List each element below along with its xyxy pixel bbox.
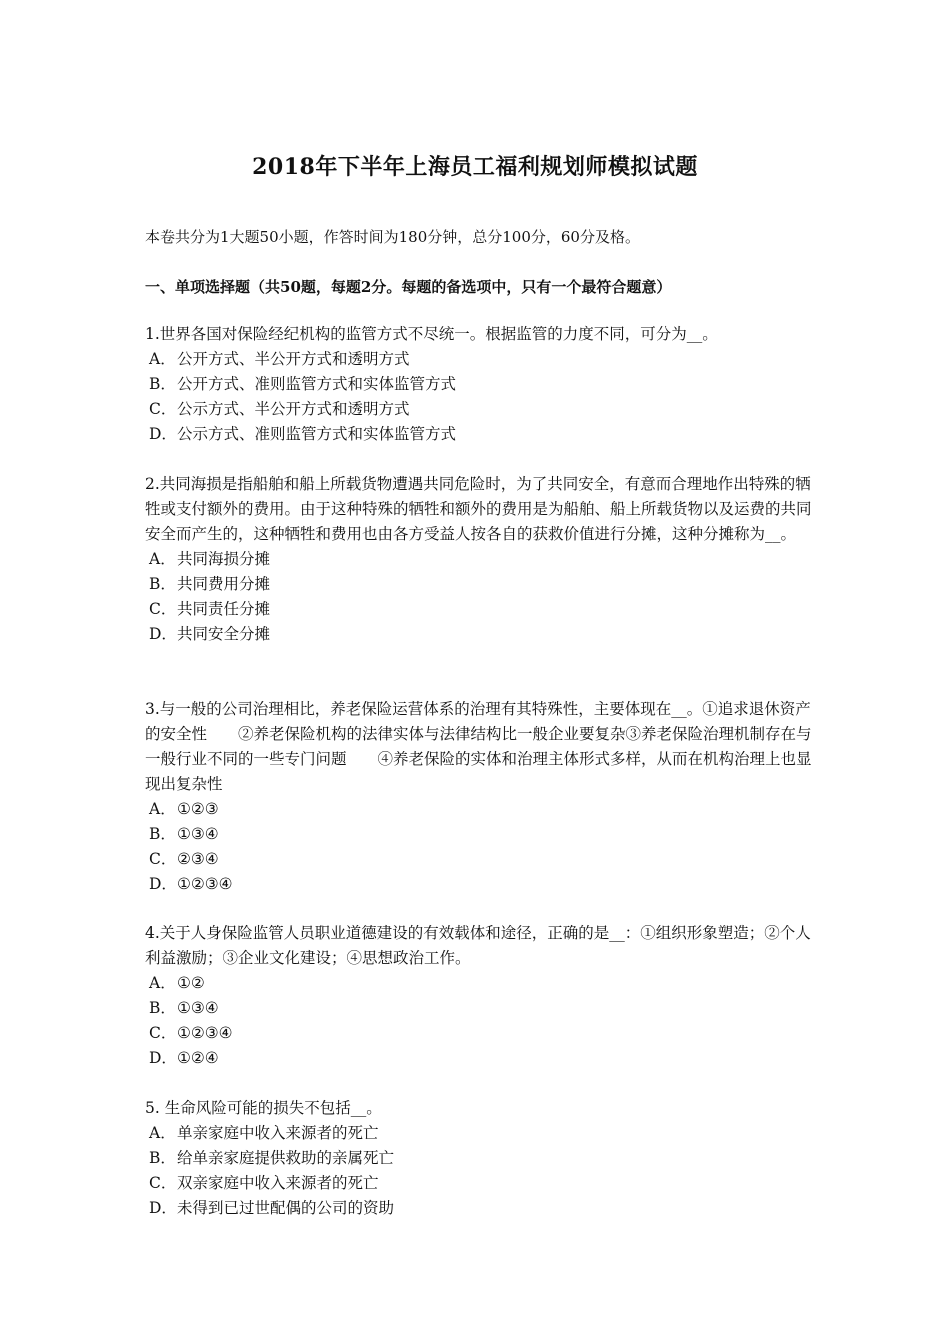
option-letter: D．	[149, 625, 177, 643]
option-text: ①②④	[177, 1049, 219, 1067]
question-text: 4.关于人身保险监管人员职业道德建设的有效载体和途径，正确的是__：①组织形象塑造；②个人利益激励；③企业文化建设；④思想政治工作。	[145, 924, 811, 967]
option-text: 双亲家庭中收入来源者的死亡	[177, 1174, 379, 1192]
option-letter: D．	[149, 1049, 177, 1067]
section-heading: 一、单项选择题（共50题，每题2分。每题的备选项中，只有一个最符合题意）	[145, 278, 672, 296]
option-text: ②③④	[177, 850, 219, 868]
option-text: 未得到已过世配偶的公司的资助	[177, 1199, 395, 1217]
option-letter: B．	[149, 999, 176, 1017]
option-letter: B．	[149, 575, 176, 593]
option-b	[145, 1146, 821, 1171]
option-text: 单亲家庭中收入来源者的死亡	[177, 1124, 379, 1142]
option-d	[145, 872, 821, 897]
option-text: ①③④	[177, 825, 219, 843]
option-letter: A．	[149, 550, 176, 568]
option-text: ①②	[177, 974, 205, 992]
option-text: ①②③④	[177, 1024, 233, 1042]
option-text: 公开方式、半公开方式和透明方式	[177, 350, 410, 368]
option-d	[145, 1196, 821, 1221]
option-a	[145, 547, 821, 572]
option-d	[145, 622, 821, 647]
option-d	[145, 1046, 821, 1071]
option-text: 共同费用分摊	[177, 575, 271, 593]
option-text: ①②③④	[177, 875, 233, 893]
option-a	[145, 347, 821, 372]
option-letter: D．	[149, 425, 177, 443]
option-letter: B．	[149, 375, 176, 393]
option-text: 公示方式、半公开方式和透明方式	[177, 400, 410, 418]
question-text: 1.世界各国对保险经纪机构的监管方式不尽统一。根据监管的力度不同，可分为__。	[145, 325, 718, 343]
option-a	[145, 1121, 821, 1146]
option-letter: C．	[149, 400, 177, 418]
option-d	[145, 422, 821, 447]
option-letter: C．	[149, 600, 177, 618]
question-1	[145, 322, 821, 447]
option-letter: B．	[149, 1149, 176, 1167]
option-text: ①③④	[177, 999, 219, 1017]
option-letter: A．	[149, 1124, 176, 1142]
option-letter: B．	[149, 825, 176, 843]
option-text: 共同海损分摊	[177, 550, 271, 568]
page-title: 2018年下半年上海员工福利规划师模拟试题	[252, 154, 698, 180]
option-c	[145, 1021, 821, 1046]
option-c	[145, 597, 821, 622]
option-c	[145, 397, 821, 422]
option-letter: A．	[149, 350, 176, 368]
option-b	[145, 822, 821, 847]
exam-intro: 本卷共分为1大题50小题，作答时间为180分钟，总分100分，60分及格。	[145, 228, 640, 246]
option-text: 共同安全分摊	[177, 625, 271, 643]
option-c	[145, 847, 821, 872]
option-letter: C．	[149, 850, 177, 868]
option-letter: D．	[149, 1199, 177, 1217]
question-text: 5. 生命风险可能的损失不包括__。	[145, 1099, 382, 1117]
question-3	[145, 697, 821, 897]
question-text: 3.与一般的公司治理相比，养老保险运营体系的治理有其特殊性，主要体现在__。①追求退休资产的安全性 ②养老保险机构的法律实体与法律结构比一般企业要复杂③养老保险治理机制存在与一般行业不同的一些专门问题 ④养老保险的实体和治理主体形式多样，从而在机构治理上也显现出复杂性	[145, 700, 812, 793]
option-letter: D．	[149, 875, 177, 893]
option-b	[145, 996, 821, 1021]
option-text: ①②③	[177, 800, 219, 818]
option-a	[145, 797, 821, 822]
option-text: 给单亲家庭提供救助的亲属死亡	[177, 1149, 395, 1167]
option-letter: A．	[149, 800, 176, 818]
option-text: 公示方式、准则监管方式和实体监管方式	[177, 425, 457, 443]
option-text: 共同责任分摊	[177, 600, 271, 618]
option-letter: C．	[149, 1174, 177, 1192]
option-a	[145, 971, 821, 996]
option-c	[145, 1171, 821, 1196]
option-b	[145, 572, 821, 597]
question-2	[145, 472, 821, 647]
question-4	[145, 921, 821, 1071]
option-text: 公开方式、准则监管方式和实体监管方式	[177, 375, 457, 393]
question-5	[145, 1096, 821, 1221]
question-text: 2.共同海损是指船舶和船上所载货物遭遇共同危险时，为了共同安全，有意而合理地作出特殊的牺牲或支付额外的费用。由于这种特殊的牺牲和额外的费用是为船舶、船上所载货物以及运费的共同安全而产生的，这种牺牲和费用也由各方受益人按各自的获救价值进行分摊，这种分摊称为__。	[145, 475, 812, 543]
option-letter: A．	[149, 974, 176, 992]
option-b	[145, 372, 821, 397]
option-letter: C．	[149, 1024, 177, 1042]
